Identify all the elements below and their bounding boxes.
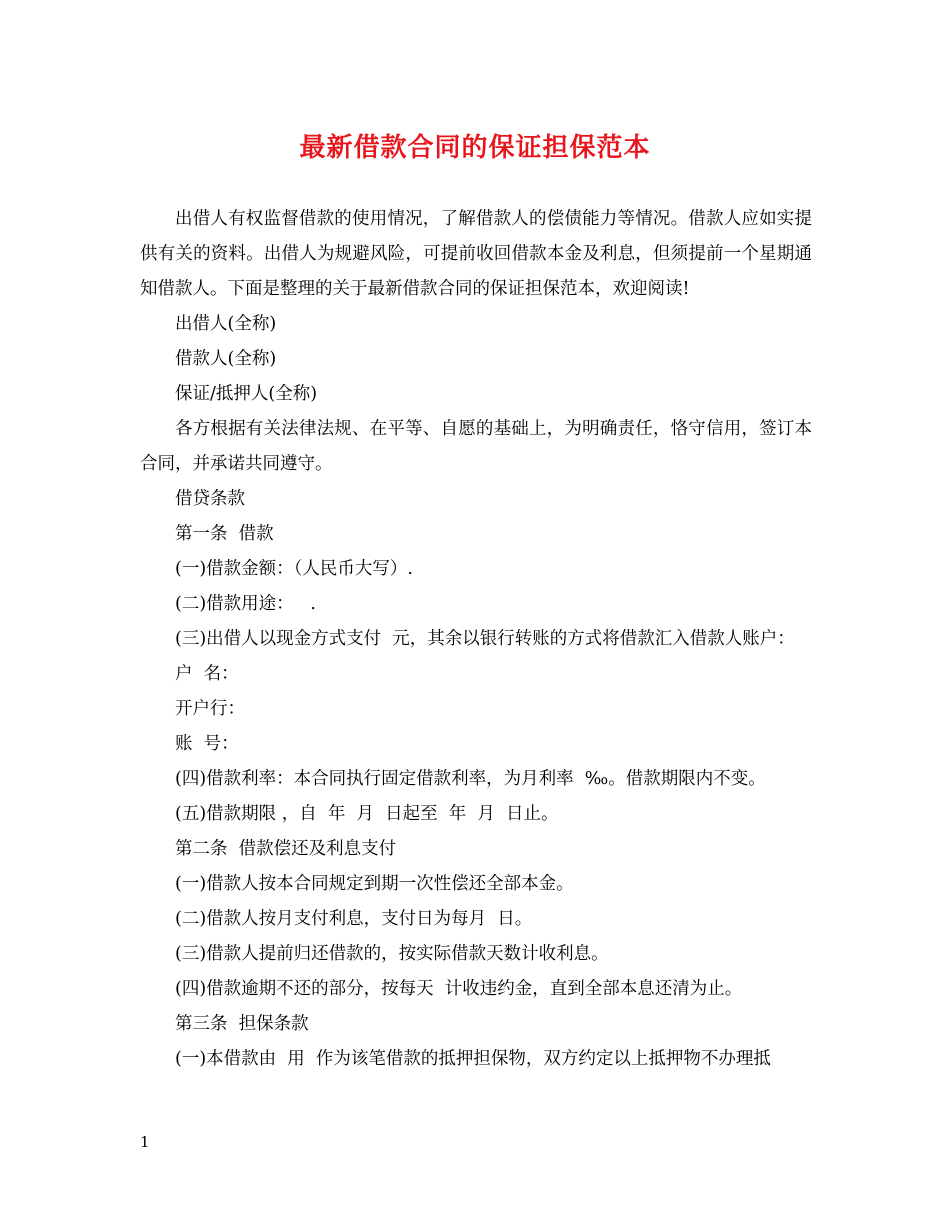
paragraph: (三)借款人提前归还借款的，按实际借款天数计收利息。 <box>175 944 609 964</box>
paragraph: 出借人有权监督借款的使用情况，了解借款人的偿债能力等情况。借款人应如实提供有关的资料。出借人为规避风险，可提前收回借款本金及利息，但须提前一个星期通知借款人。下面是整理的关于最新借款合同的保证担保范本，欢迎阅读! <box>140 209 812 299</box>
paragraph: (一)本借款由 用 作为该笔借款的抵押担保物，双方约定以上抵押物不办理抵 <box>175 1049 771 1069</box>
paragraph: (四)借款利率：本合同执行固定借款利率，为月利率 ‰。借款期限内不变。 <box>175 769 766 789</box>
paragraph: (三)出借人以现金方式支付 元，其余以银行转账的方式将借款汇入借款人账户： <box>175 629 795 649</box>
paragraph: 第二条 借款偿还及利息支付 <box>175 839 397 859</box>
paragraph: (一)借款人按本合同规定到期一次性偿还全部本金。 <box>175 874 574 894</box>
paragraph: (一)借款金额：（人民币大写）. <box>175 559 413 579</box>
paragraph: 账 号： <box>175 734 239 754</box>
paragraph: 出借人(全称) <box>175 314 277 334</box>
paragraph: (二)借款用途： . <box>175 594 316 614</box>
paragraph: (四)借款逾期不还的部分，按每天 计收违约金，直到全部本息还清为止。 <box>175 979 743 999</box>
paragraph: (二)借款人按月支付利息，支付日为每月 日。 <box>175 909 533 929</box>
paragraph: 各方根据有关法律法规、在平等、自愿的基础上，为明确责任，恪守信用，签订本合同，并承诺共同遵守。 <box>140 419 812 474</box>
paragraph: 开户行： <box>175 699 245 719</box>
document-body <box>140 202 812 1077</box>
paragraph: 第三条 担保条款 <box>175 1014 309 1034</box>
paragraph: (五)借款期限 ，自 年 月 日起至 年 月 日止。 <box>175 804 559 824</box>
page-number: 1 <box>140 1133 150 1151</box>
paragraph: 借贷条款 <box>175 489 245 509</box>
paragraph: 户 名： <box>175 664 239 684</box>
paragraph: 借款人(全称) <box>175 349 277 369</box>
paragraph: 第一条 借款 <box>175 524 274 544</box>
paragraph: 保证/抵押人(全称) <box>175 384 318 404</box>
document-title: 最新借款合同的保证担保范本 <box>299 133 651 163</box>
